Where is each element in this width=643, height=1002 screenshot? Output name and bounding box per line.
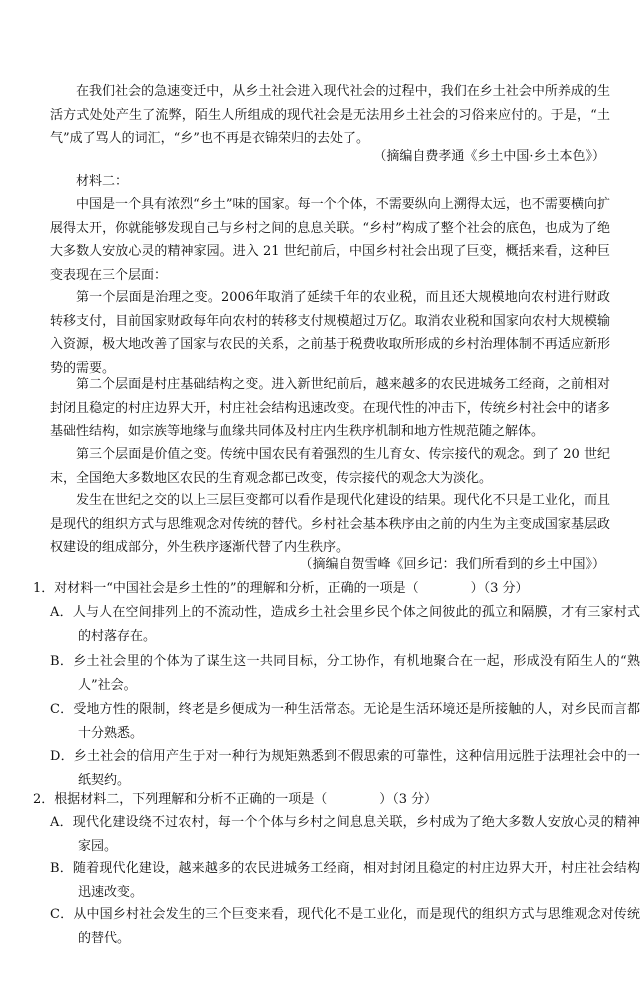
question-2-option-b[interactable]: B．随着现代化建设，越来越多的农民进城务工经商，相对封闭且稳定的村庄边界大开，村庄社会结构迅速改变。 xyxy=(50,861,640,900)
question-2-stem: 2．根据材料二，下列理解和分析不正确的一项是（ ）（3 分） xyxy=(33,792,438,807)
question-1-option-a[interactable]: A．人与人在空间排列上的不流动性，造成乡土社会里乡民个体之间彼此的孤立和隔膜，才有三家村式的村落存在。 xyxy=(50,605,640,644)
material2-paragraph-1: 中国是一个具有浓烈“乡土”味的国家。每一个个体，不需要纵向上溯得太远，也不需要横向扩展得太开，你就能够发现自己与乡村之间的息息关联。“乡村”构成了整个社会的底色，也成为了绝大多数人安放心灵的精神家园。进入 21 世纪前后，中国乡村社会出现了巨变，概括来看，这种巨变表现在三个层面： xyxy=(50,197,610,283)
question-2-option-c[interactable]: C．从中国乡村社会发生的三个巨变来看，现代化不是工业化，而是现代的组织方式与思维观念对传统的替代。 xyxy=(50,907,640,946)
citation-1: （摘编自费孝通《乡土中国·乡土本色》） xyxy=(373,149,605,164)
question-1-option-d[interactable]: D．乡土社会的信用产生于对一种行为规矩熟悉到不假思索的可靠性，这种信用远胜于法理社会中的一纸契约。 xyxy=(50,749,640,788)
question-1-stem: 1．对材料一“中国社会是乡土性的”的理解和分析，正确的一项是（ ）（3 分） xyxy=(33,581,529,596)
material2-paragraph-5: 发生在世纪之交的以上三层巨变都可以看作是现代化建设的结果。现代化不只是工业化，而且是现代的组织方式与思维观念对传统的替代。乡村社会基本秩序由之前的内生为主变成国家基层政权建设的组成部分，外生秩序逐渐代替了内生秩序。 xyxy=(50,493,610,555)
material2-paragraph-2: 第一个层面是治理之变。2006年取消了延续千年的农业税，而且还大规模地向农村进行财政转移支付，目前国家财政每年向农村的转移支付规模超过万亿。取消农业税和国家向农村大规模输入资源，极大地改善了国家与农民的关系，之前基于税费收取所形成的乡村治理体制不再适应新形势的需要。 xyxy=(50,290,610,376)
citation-2: （摘编自贺雪峰《回乡记：我们所看到的乡土中国》） xyxy=(299,557,605,572)
material1-tail-paragraph: 在我们社会的急速变迁中，从乡土社会进入现代社会的过程中，我们在乡土社会中所养成的生活方式处处产生了流弊，陌生人所组成的现代社会是无法用乡土社会的习俗来应付的。于是，“土气”成了骂人的词汇，“乡”也不再是衣锦荣归的去处了。 xyxy=(50,84,610,146)
material2-paragraph-3: 第二个层面是村庄基础结构之变。进入新世纪前后，越来越多的农民进城务工经商，之前相对封闭且稳定的村庄边界大开，村庄社会结构迅速改变。在现代性的冲击下，传统乡村社会中的诸多基础性结构，如宗族等地缘与血缘共同体及村庄内生秩序机制和地方性规范随之解体。 xyxy=(50,377,610,439)
question-1-option-b[interactable]: B．乡土社会里的个体为了谋生这一共同目标，分工协作，有机地聚合在一起，形成没有陌生人的“熟人”社会。 xyxy=(50,654,640,693)
question-2-option-a[interactable]: A．现代化建设绕不过农村，每一个个体与乡村之间息息关联，乡村成为了绝大多数人安放心灵的精神家园。 xyxy=(50,815,640,854)
material2-paragraph-4: 第三个层面是价值之变。传统中国农民有着强烈的生儿育女、传宗接代的观念。到了 20 世纪末，全国绝大多数地区农民的生育观念都已改变，传宗接代的观念大为淡化。 xyxy=(50,447,610,486)
material2-label: 材料二： xyxy=(76,174,129,189)
question-1-option-c[interactable]: C．受地方性的限制，终老是乡便成为一种生活常态。无论是生活环境还是所接触的人，对乡民而言都十分熟悉。 xyxy=(50,702,640,741)
